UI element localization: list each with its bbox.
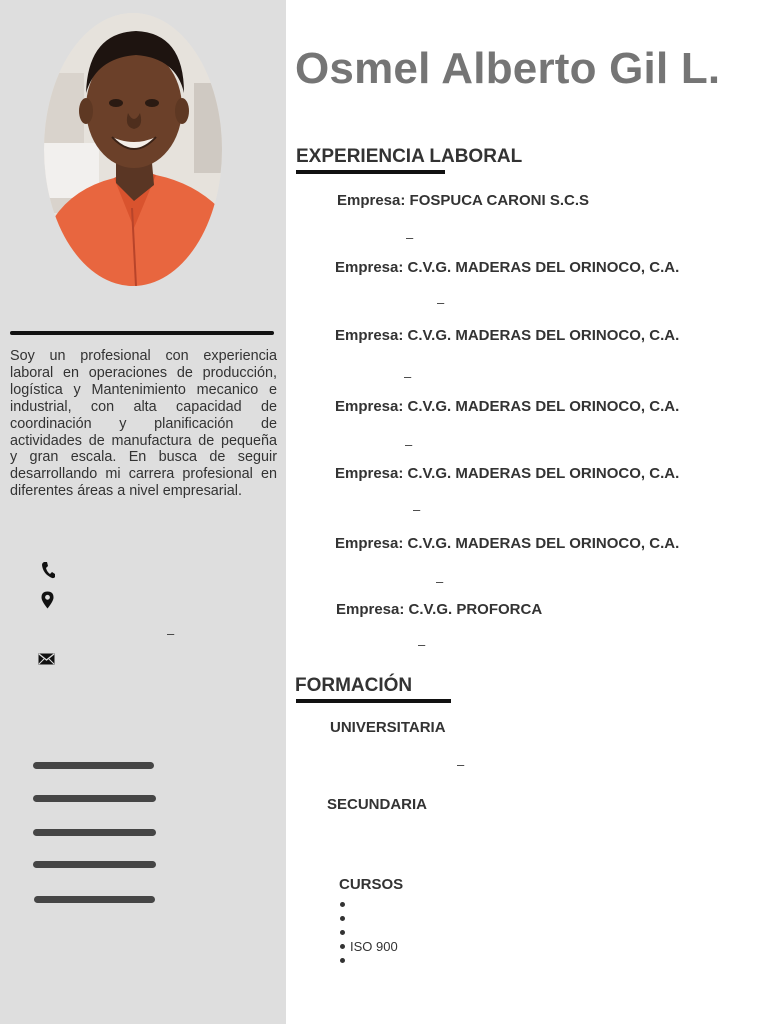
education-secondary: SECUNDARIA [327,796,428,813]
job-company: Empresa: FOSPUCA CARONI S.C.S [337,192,589,209]
skill-bar [33,861,156,868]
profile-photo-illustration [44,13,222,286]
profile-summary: Soy un profesional con experiencia laboral en operaciones de producción, logística y Mantenimiento mecanico e industrial, con alta capacidad de coordinación y planificación de actividades de manufactura de pequeña y gran escala. En busca de seguir desarrollando mi carrera profesional en diferentes áreas a nivel empresarial. [10,348,277,500]
phone-icon [41,561,56,579]
skill-bar [34,896,155,903]
job-period: – [406,230,414,245]
address-dash: – [167,626,175,641]
job-company: Empresa: C.V.G. MADERAS DEL ORINOCO, C.A. [335,465,680,482]
education-university: UNIVERSITARIA [330,719,446,736]
profile-photo [44,13,222,286]
job-company: Empresa: C.V.G. MADERAS DEL ORINOCO, C.A. [335,398,680,415]
skill-bar [33,762,154,769]
sidebar [0,0,286,1024]
education-underline [296,699,451,703]
course-item: ISO 900 [339,940,398,954]
job-period: – [436,574,444,589]
course-item [339,898,398,912]
skill-bar [33,829,156,836]
mail-icon [38,653,55,665]
location-pin-icon [41,591,54,609]
experience-section-title: EXPERIENCIA LABORAL [296,146,523,167]
experience-underline [296,170,445,174]
course-item [339,912,398,926]
job-company: Empresa: C.V.G. PROFORCA [336,601,543,618]
sidebar-divider [10,331,274,335]
courses-title: CURSOS [339,876,404,893]
education-university-period: – [457,757,465,772]
education-section-title: FORMACIÓN [295,675,413,696]
candidate-name: Osmel Alberto Gil L. [295,44,721,93]
job-period: – [418,637,426,652]
course-item [339,954,398,968]
job-company: Empresa: C.V.G. MADERAS DEL ORINOCO, C.A. [335,327,680,344]
job-company: Empresa: C.V.G. MADERAS DEL ORINOCO, C.A. [335,535,680,552]
job-period: – [437,295,445,310]
job-period: – [404,369,412,384]
courses-list [339,898,398,968]
job-period: – [413,502,421,517]
job-company: Empresa: C.V.G. MADERAS DEL ORINOCO, C.A. [335,259,680,276]
skill-bar [33,795,156,802]
course-item [339,926,398,940]
job-period: – [405,437,413,452]
